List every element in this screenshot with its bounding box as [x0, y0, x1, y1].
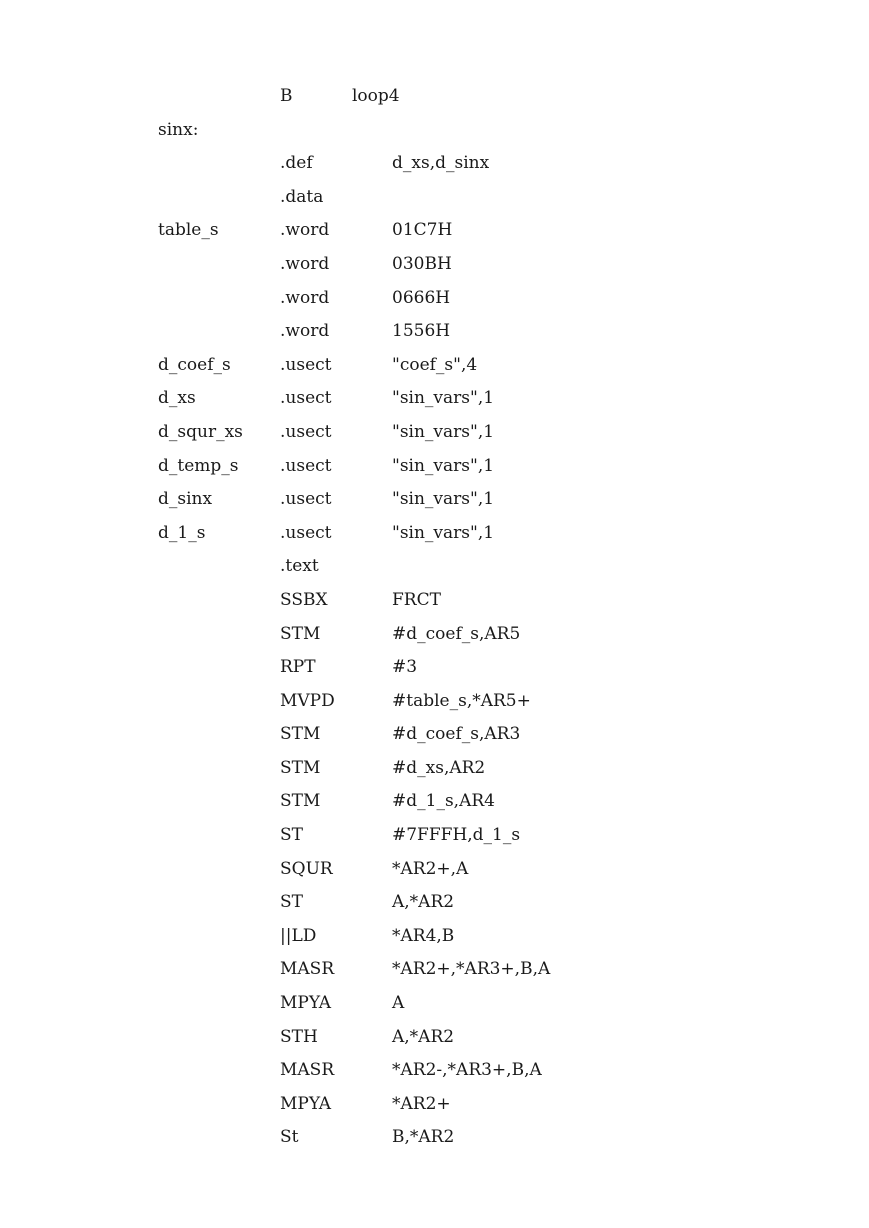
code-line — [0, 317, 869, 351]
code-mnemonic: .word — [280, 287, 330, 308]
code-operand: #table_s,*AR5+ — [392, 690, 531, 711]
code-mnemonic: STM — [280, 724, 321, 745]
code-label: d_squr_xs — [158, 421, 243, 442]
code-operand: A — [392, 993, 405, 1014]
code-label: d_sinx — [158, 489, 213, 510]
code-line — [0, 250, 869, 284]
code-mnemonic: MASR — [280, 959, 335, 980]
code-mnemonic: B — [280, 86, 293, 106]
code-line — [0, 1056, 869, 1090]
code-operand: "sin_vars",1 — [392, 455, 495, 476]
code-line — [0, 418, 869, 452]
code-line — [0, 552, 869, 586]
code-mnemonic: St — [280, 1127, 299, 1148]
code-mnemonic: .def — [280, 153, 313, 174]
code-line — [0, 821, 869, 855]
code-operand: loop4 — [352, 86, 400, 106]
code-operand: *AR2+,A — [392, 858, 469, 879]
code-operand: #d_coef_s,AR5 — [392, 623, 521, 644]
code-operand: #d_1_s,AR4 — [392, 791, 495, 812]
code-mnemonic: MPYA — [280, 993, 332, 1014]
code-mnemonic: MASR — [280, 1060, 335, 1081]
code-label: d_1_s — [158, 522, 206, 543]
code-label: d_temp_s — [158, 455, 239, 476]
code-line — [0, 216, 869, 250]
code-mnemonic: SSBX — [280, 589, 328, 610]
code-mnemonic: .usect — [280, 522, 332, 543]
code-operand: "sin_vars",1 — [392, 489, 495, 510]
code-line — [0, 149, 869, 183]
code-mnemonic: .usect — [280, 388, 332, 409]
code-line — [0, 384, 869, 418]
code-operand: "coef_s",4 — [392, 354, 478, 375]
code-line — [0, 519, 869, 553]
code-line — [0, 922, 869, 956]
code-line — [0, 653, 869, 687]
code-mnemonic: SQUR — [280, 858, 333, 879]
code-mnemonic: .usect — [280, 354, 332, 375]
code-mnemonic: STM — [280, 623, 321, 644]
code-mnemonic: .data — [280, 186, 324, 207]
code-line — [0, 116, 869, 150]
code-operand: FRCT — [392, 589, 441, 610]
code-operand: #3 — [392, 657, 418, 678]
code-mnemonic: .usect — [280, 421, 332, 442]
code-operand: "sin_vars",1 — [392, 522, 495, 543]
code-mnemonic: RPT — [280, 657, 316, 678]
code-label: table_s — [158, 220, 219, 241]
code-line — [0, 754, 869, 788]
code-label: d_xs — [158, 388, 196, 409]
code-label: sinx: — [158, 119, 199, 140]
code-operand: *AR2-,*AR3+,B,A — [392, 1060, 542, 1081]
code-mnemonic: STH — [280, 1026, 318, 1047]
assembly-code-listing — [0, 82, 869, 1157]
code-line — [0, 485, 869, 519]
code-operand: 1556H — [392, 321, 451, 342]
code-line — [0, 787, 869, 821]
code-line — [0, 1090, 869, 1124]
code-operand: d_xs,d_sinx — [392, 153, 490, 174]
code-operand: "sin_vars",1 — [392, 388, 495, 409]
code-mnemonic: .usect — [280, 455, 332, 476]
code-line — [0, 989, 869, 1023]
code-mnemonic: MVPD — [280, 690, 335, 711]
code-mnemonic: .word — [280, 321, 330, 342]
code-line — [0, 82, 869, 116]
code-line — [0, 888, 869, 922]
code-line — [0, 452, 869, 486]
code-line — [0, 720, 869, 754]
code-line — [0, 586, 869, 620]
code-operand: #7FFFH,d_1_s — [392, 825, 521, 846]
code-operand: *AR2+,*AR3+,B,A — [392, 959, 551, 980]
code-operand: A,*AR2 — [392, 1026, 455, 1047]
code-mnemonic: ST — [280, 892, 303, 913]
code-line — [0, 1123, 869, 1157]
code-line — [0, 351, 869, 385]
code-operand: 030BH — [392, 253, 452, 274]
code-label: d_coef_s — [158, 354, 231, 375]
code-operand: #d_xs,AR2 — [392, 757, 486, 778]
code-mnemonic: ST — [280, 825, 303, 846]
code-mnemonic: STM — [280, 757, 321, 778]
code-mnemonic: ||LD — [280, 925, 317, 946]
code-operand: A,*AR2 — [392, 892, 455, 913]
code-operand: *AR2+ — [392, 1093, 451, 1114]
code-operand: B,*AR2 — [392, 1127, 455, 1148]
code-line — [0, 183, 869, 217]
code-operand: "sin_vars",1 — [392, 421, 495, 442]
code-mnemonic: .word — [280, 253, 330, 274]
code-operand: #d_coef_s,AR3 — [392, 724, 521, 745]
code-line — [0, 620, 869, 654]
code-mnemonic: .word — [280, 220, 330, 241]
code-mnemonic: .text — [280, 556, 319, 577]
code-line — [0, 855, 869, 889]
code-mnemonic: .usect — [280, 489, 332, 510]
code-line — [0, 687, 869, 721]
code-operand: 01C7H — [392, 220, 453, 241]
code-mnemonic: STM — [280, 791, 321, 812]
code-line — [0, 955, 869, 989]
code-operand: 0666H — [392, 287, 451, 308]
code-operand: *AR4,B — [392, 925, 455, 946]
code-line — [0, 284, 869, 318]
code-mnemonic: MPYA — [280, 1093, 332, 1114]
code-line — [0, 1023, 869, 1057]
